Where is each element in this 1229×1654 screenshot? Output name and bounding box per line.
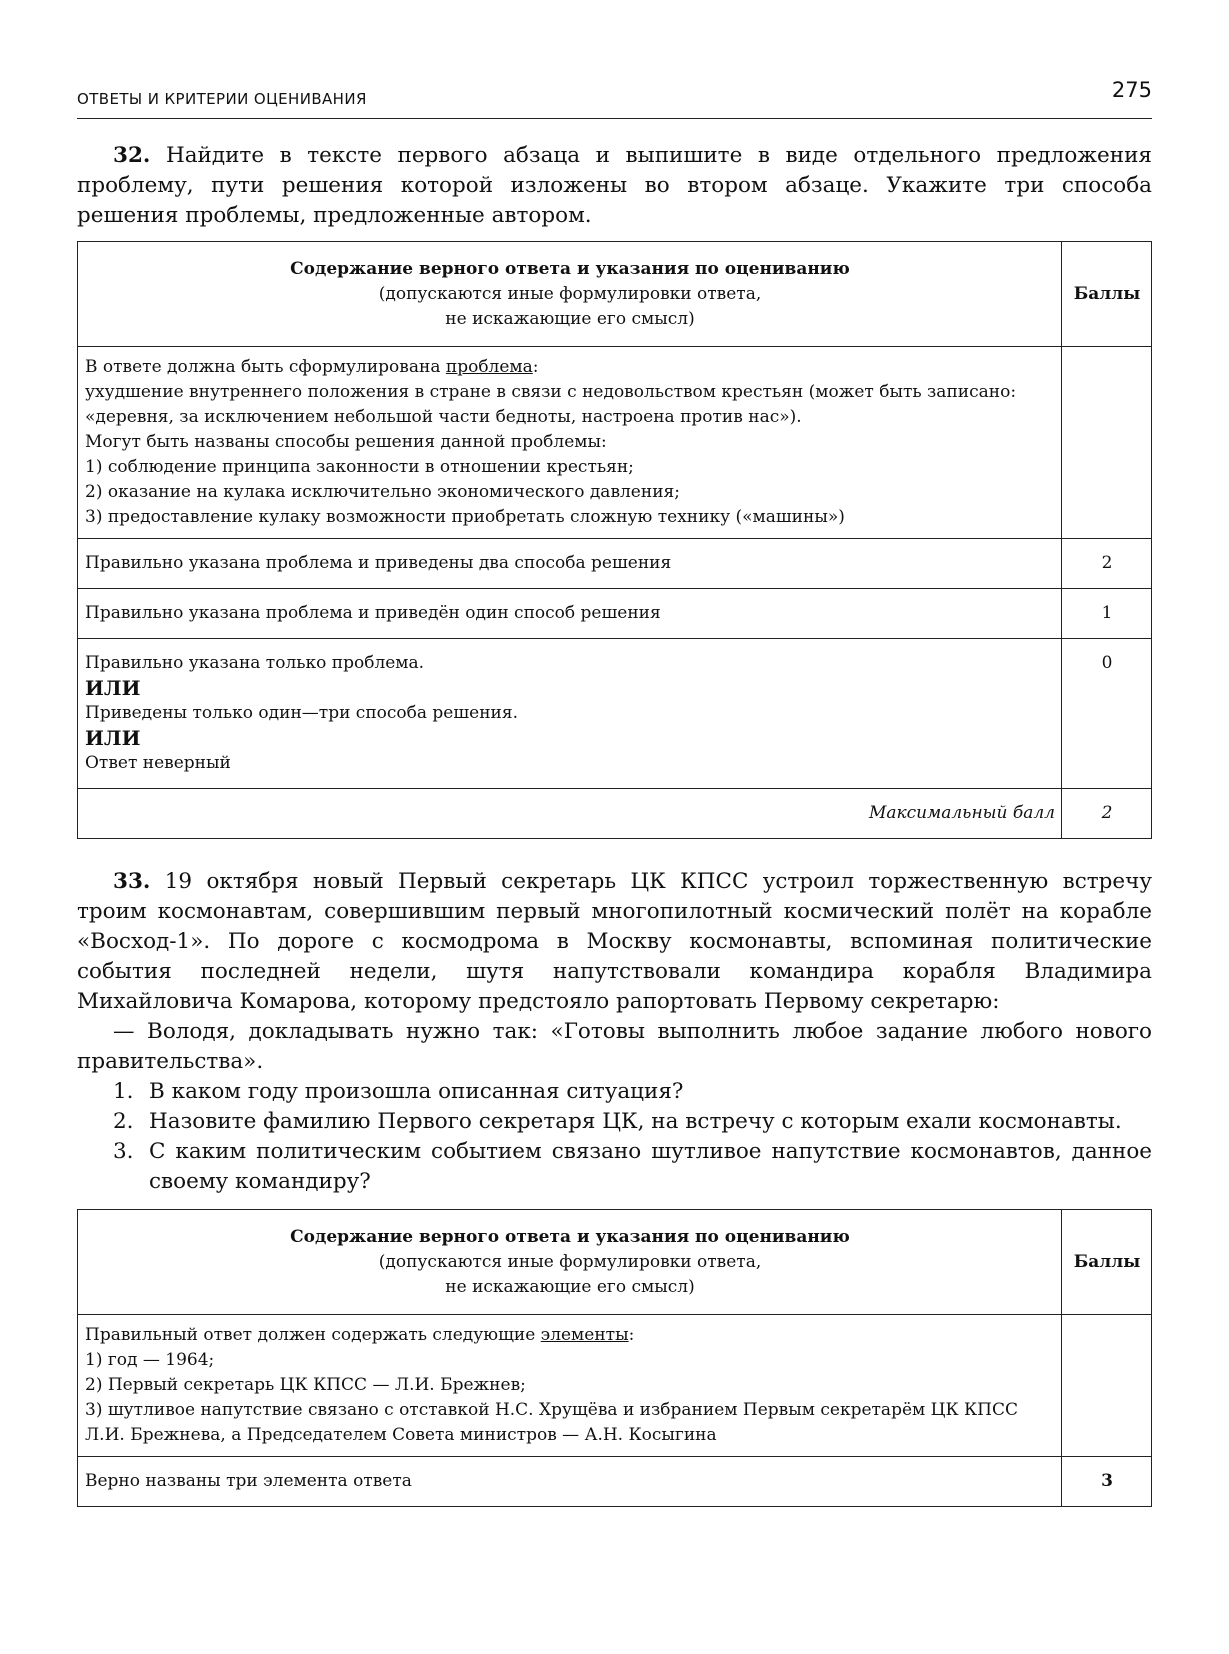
points-cell: 0	[1062, 639, 1152, 789]
criterion-text: Правильно указана только проблема. ИЛИ Приведены только один—три способа решения. ИЛИ Ответ неверный	[78, 639, 1062, 789]
content-header	[78, 242, 1062, 347]
content-header: Содержание верного ответа и указания по оцениванию (допускаются иные формулировки ответа, не искажающие его смысл)	[78, 1210, 1062, 1315]
table-row	[78, 539, 1152, 589]
content-line: 3) предоставление кулаку возможности приобретать сложную технику («машины»)	[85, 507, 845, 527]
content-line: 1) соблюдение принципа законности в отношении крестьян;	[85, 457, 634, 477]
or-label: ИЛИ	[85, 676, 141, 700]
header-line-1: Содержание верного ответа и указания по оцениванию	[290, 258, 850, 279]
task-32	[77, 141, 1152, 231]
points-cell: 3	[1062, 1457, 1152, 1507]
or-label: ИЛИ	[85, 726, 141, 750]
points-cell	[1062, 347, 1152, 539]
max-score-label: Максимальный балл	[78, 789, 1062, 839]
content-line: ухудшение внутреннего положения в стране в связи с недовольством крестьян (может быть записано: «деревня, за исключением небольшой части бедноты, настроена против нас»).	[85, 382, 1017, 427]
criterion-text: Верно названы три элемента ответа	[78, 1457, 1062, 1507]
table-row	[78, 347, 1152, 539]
list-item: 2. Назовите фамилию Первого секретаря ЦК, на встречу с которым ехали космонавты.	[113, 1109, 1122, 1134]
max-score-row	[78, 789, 1152, 839]
task-33-para1: 19 октября новый Первый секретарь ЦК КПСС устроил торжественную встречу троим космонавтам, совершившим первый многопилотный космический полёт на корабле «Восход-1». По дороге с космодрома в Москву космонавты, вспоминая политические события последней недели, шутя напутствовали командира корабля Владимира Михайловича Комарова, которому предстояло рапортовать Первому секретарю:	[77, 869, 1152, 1014]
answer-content	[78, 347, 1062, 539]
list-item: 1. В каком году произошла описанная ситуация?	[113, 1079, 684, 1104]
content-intro: Правильный ответ должен содержать следующие элементы:	[85, 1325, 635, 1345]
question-list	[77, 1077, 1152, 1197]
content-line: 3) шутливое напутствие связано с отставкой Н.С. Хрущёва и избранием Первым секретарём ЦК КПСС Л.И. Брежнева, а Председателем Совета министров — А.Н. Косыгина	[85, 1400, 1019, 1445]
content-line: 2) оказание на кулака исключительно экономического давления;	[85, 482, 680, 502]
table-header-row	[78, 242, 1152, 347]
table-row	[78, 1457, 1152, 1507]
list-item: 3. С каким политическим событием связано шутливое напутствие космонавтов, данное своему командиру?	[113, 1139, 1152, 1194]
task-33	[77, 867, 1152, 1017]
task-32-number: 32.	[113, 143, 151, 168]
task-32-text: Найдите в тексте первого абзаца и выпишите в виде отдельного предложения проблему, пути решения которой изложены во втором абзаце. Укажите три способа решения проблемы, предложенные автором.	[77, 143, 1152, 228]
answer-content	[78, 1315, 1062, 1457]
header-line-3: не искажающие его смысл)	[445, 308, 695, 329]
task-33-table	[77, 1209, 1152, 1507]
points-cell	[1062, 1315, 1152, 1457]
content-line: 2) Первый секретарь ЦК КПСС — Л.И. Брежнев;	[85, 1375, 526, 1395]
points-header: Баллы	[1062, 1210, 1152, 1315]
task-32-table	[77, 241, 1152, 839]
content-intro: В ответе должна быть сформулирована проблема:	[85, 357, 539, 377]
page-number: 275	[1111, 78, 1152, 102]
max-score-value: 2	[1062, 789, 1152, 839]
content-line: 1) год — 1964;	[85, 1350, 215, 1370]
points-cell: 2	[1062, 539, 1152, 589]
table-row	[78, 639, 1152, 789]
table-header-row	[78, 1210, 1152, 1315]
header-line-2: (допускаются иные формулировки ответа,	[378, 283, 762, 304]
running-header	[77, 60, 1152, 119]
task-33-quote: — Володя, докладывать нужно так: «Готовы выполнить любое задание любого нового правительства».	[77, 1019, 1152, 1074]
table-row	[78, 1315, 1152, 1457]
points-cell: 1	[1062, 589, 1152, 639]
table-row	[78, 589, 1152, 639]
content-line: Могут быть названы способы решения данной проблемы:	[85, 432, 607, 452]
page	[77, 60, 1152, 1507]
points-header: Баллы	[1062, 242, 1152, 347]
criterion-text: Правильно указана проблема и приведён один способ решения	[78, 589, 1062, 639]
header-title: ОТВЕТЫ И КРИТЕРИИ ОЦЕНИВАНИЯ	[77, 90, 367, 108]
task-33-number: 33.	[113, 869, 151, 894]
criterion-text: Правильно указана проблема и приведены два способа решения	[78, 539, 1062, 589]
